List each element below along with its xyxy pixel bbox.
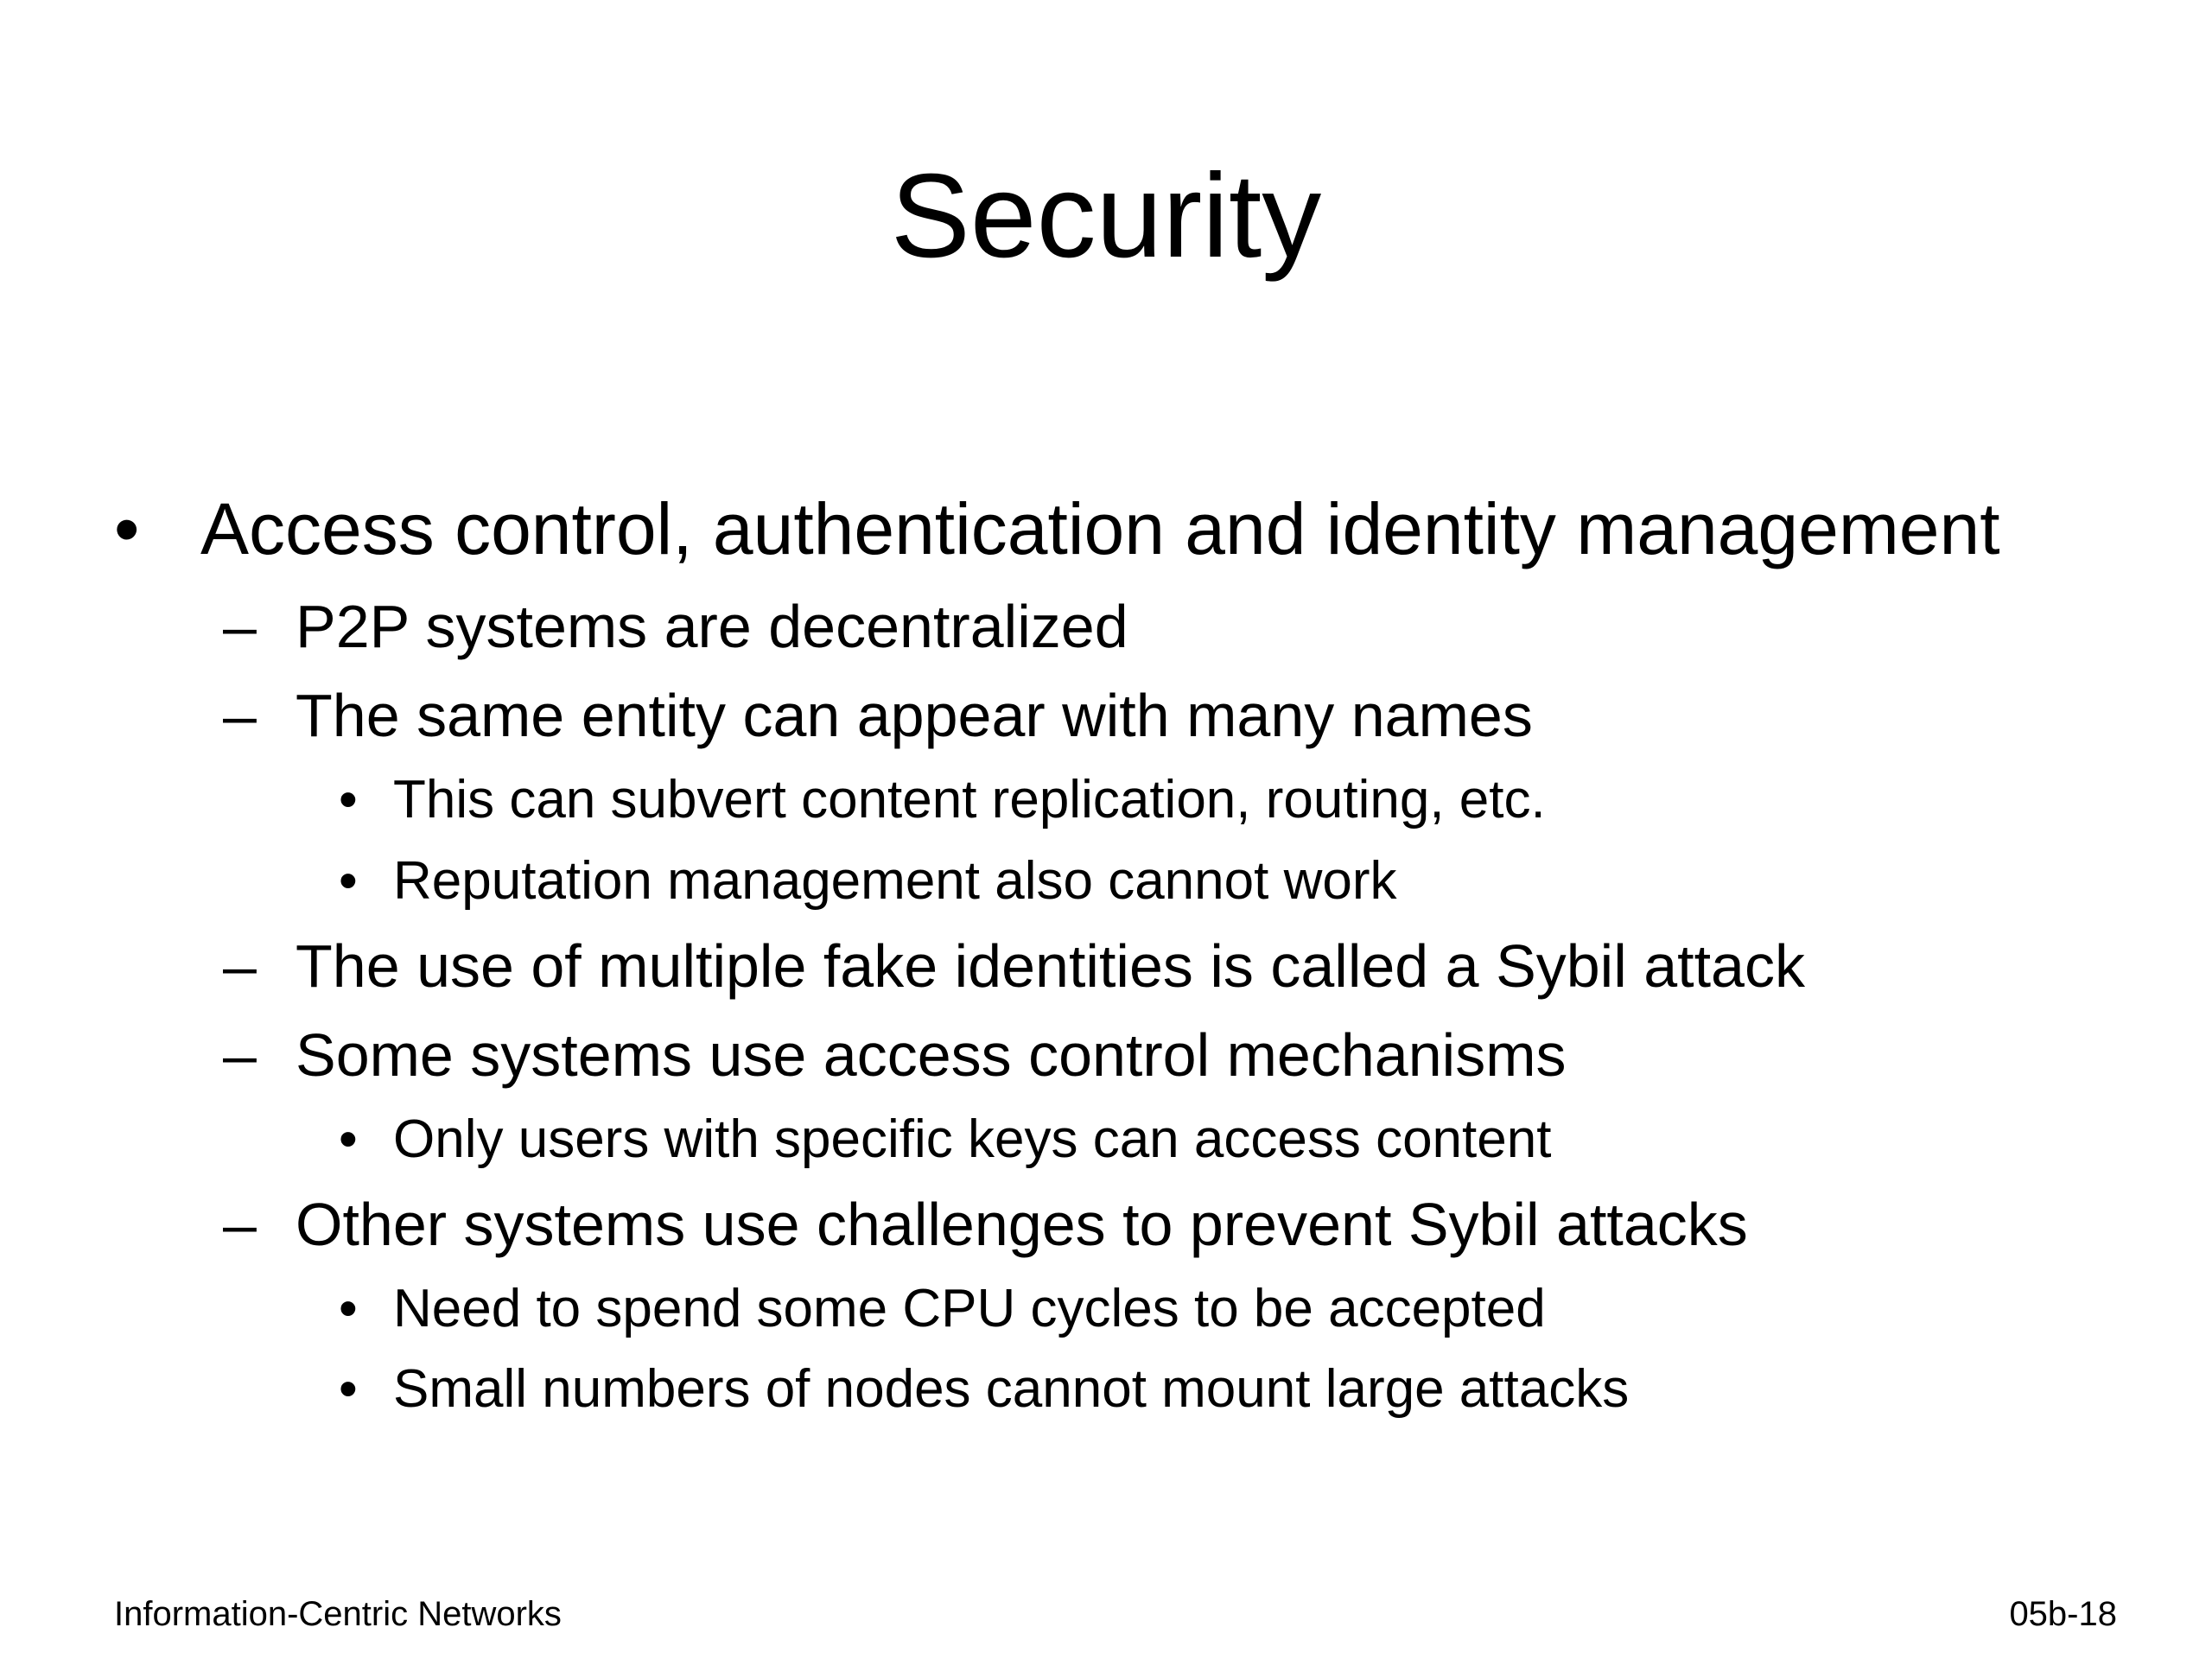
bullet-marker: • [339,1279,358,1338]
footer-slide-number: 05b-18 [2009,1595,2117,1633]
bullet-marker: • [339,851,358,911]
dash-marker: – [223,1191,257,1258]
bullet-marker: • [339,1359,358,1419]
bullet-text: Need to spend some CPU cycles to be accepted [393,1279,1546,1338]
bullet-marker: • [339,770,358,830]
dash-marker: – [223,1021,257,1089]
footer-course-name: Information-Centric Networks [114,1595,562,1633]
dash-marker: – [223,682,257,749]
dash-marker: – [223,593,257,660]
slide-title: Security [890,149,1322,283]
bullet-text: P2P systems are decentralized [296,593,1128,660]
bullet-marker: • [339,1109,358,1169]
bullet-text: The use of multiple fake identities is called a Sybil attack [296,932,1805,1000]
dash-marker: – [223,932,257,1000]
bullet-text: Only users with specific keys can access content [393,1109,1552,1169]
bullet-text: The same entity can appear with many names [296,682,1533,749]
bullet-text: Other systems use challenges to prevent Sybil attacks [296,1191,1748,1258]
bullet-text: Small numbers of nodes cannot mount large attacks [393,1359,1630,1419]
bullet-text: Access control, authentication and identity management [200,488,2000,569]
bullet-text: Some systems use access control mechanisms [296,1021,1567,1089]
bullet-text: This can subvert content replication, routing, etc. [393,770,1546,830]
bullet-marker: • [114,488,140,569]
bullet-text: Reputation management also cannot work [393,851,1397,911]
